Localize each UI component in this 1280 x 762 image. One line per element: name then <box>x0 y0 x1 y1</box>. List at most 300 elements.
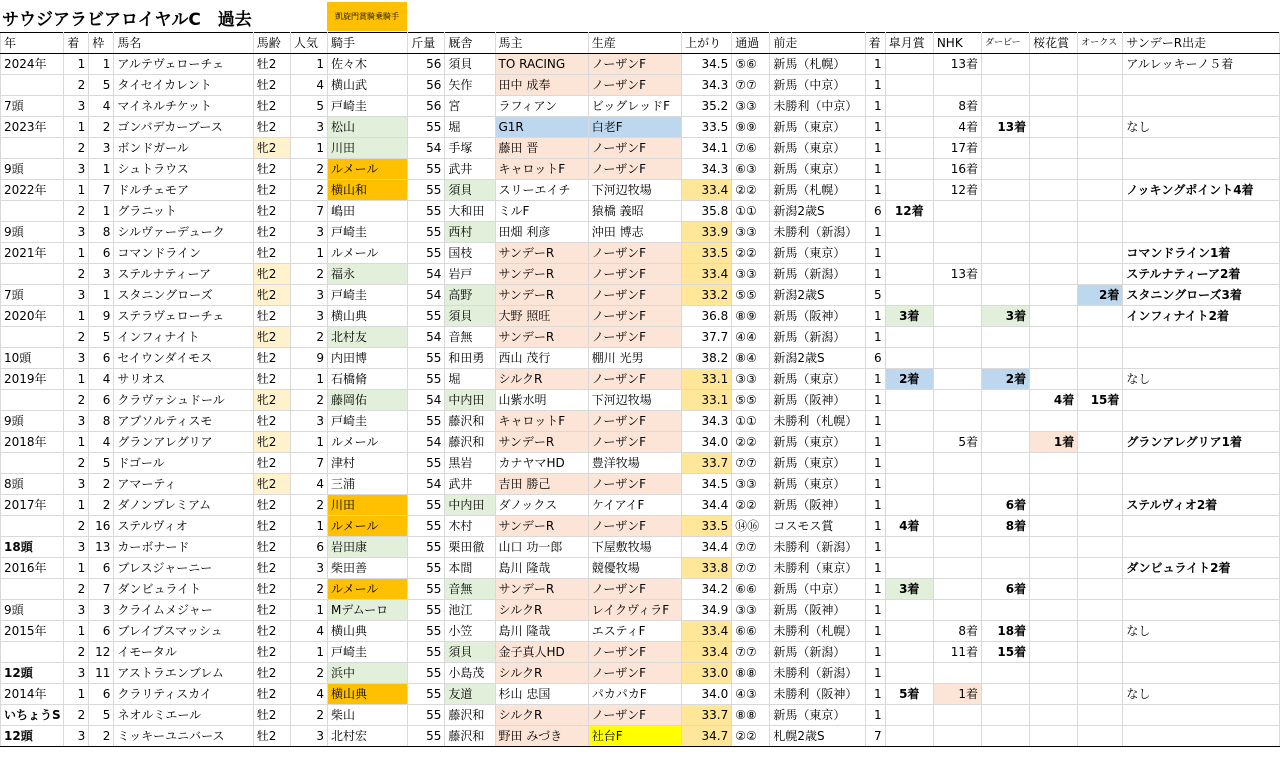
cell-breeder: ノーザンF <box>588 285 681 306</box>
cell-horse: アルテヴェローチェ <box>114 54 253 75</box>
cell-owner: 山紫水明 <box>495 390 588 411</box>
cell-waku: 5 <box>89 705 114 726</box>
cell-nhk <box>933 411 981 432</box>
table-row <box>1 453 1280 474</box>
cell-nhk <box>933 348 981 369</box>
cell-agari: 34.0 <box>682 432 732 453</box>
cell-pop: 1 <box>290 369 327 390</box>
cell-pass: ①① <box>732 201 770 222</box>
cell-stable: 須貝 <box>445 642 495 663</box>
cell-pass: ②② <box>732 495 770 516</box>
table-row <box>1 201 1280 222</box>
cell-age: 牡2 <box>253 222 290 243</box>
cell-owner: シルクR <box>495 663 588 684</box>
cell-jockey: 嶋田 <box>327 201 407 222</box>
header-agari: 上がり <box>682 33 732 54</box>
cell-sunday <box>1123 75 1280 96</box>
cell-prevpos: 1 <box>865 663 885 684</box>
cell-year: 18頭 <box>1 537 64 558</box>
cell-kin: 56 <box>408 96 445 117</box>
cell-jockey: 戸崎圭 <box>327 411 407 432</box>
cell-prev: 新馬（阪神） <box>770 306 865 327</box>
cell-sunday <box>1123 348 1280 369</box>
cell-satsuki <box>885 621 933 642</box>
cell-kin: 56 <box>408 75 445 96</box>
cell-horse: ステラヴェローチェ <box>114 306 253 327</box>
cell-kin: 55 <box>408 306 445 327</box>
cell-breeder: 下屋敷牧場 <box>588 537 681 558</box>
cell-prevpos: 1 <box>865 474 885 495</box>
header-age: 馬齢 <box>253 33 290 54</box>
cell-agari: 37.7 <box>682 327 732 348</box>
cell-year: 2016年 <box>1 558 64 579</box>
cell-stable: 高野 <box>445 285 495 306</box>
cell-agari: 34.4 <box>682 495 732 516</box>
cell-sunday <box>1123 390 1280 411</box>
cell-agari: 33.7 <box>682 453 732 474</box>
cell-pass: ⑤⑤ <box>732 390 770 411</box>
cell-agari: 33.8 <box>682 558 732 579</box>
cell-oka <box>1030 222 1078 243</box>
cell-prevpos: 1 <box>865 390 885 411</box>
cell-sunday: コマンドライン1着 <box>1123 243 1280 264</box>
cell-derby <box>981 453 1029 474</box>
cell-horse: イモータル <box>114 642 253 663</box>
cell-jockey: 浜中 <box>327 663 407 684</box>
cell-owner: スリーエイチ <box>495 180 588 201</box>
cell-nhk <box>933 495 981 516</box>
cell-waku: 5 <box>89 75 114 96</box>
cell-agari: 34.9 <box>682 600 732 621</box>
cell-jockey: 佐々木 <box>327 54 407 75</box>
cell-age: 牡2 <box>253 306 290 327</box>
cell-agari: 34.1 <box>682 138 732 159</box>
cell-breeder: ノーザンF <box>588 663 681 684</box>
table-row <box>1 558 1280 579</box>
cell-nhk: 1着 <box>933 684 981 705</box>
cell-sunday: インフィナイト2着 <box>1123 306 1280 327</box>
cell-stable: 藤沢和 <box>445 705 495 726</box>
cell-derby <box>981 180 1029 201</box>
cell-stable: 須貝 <box>445 180 495 201</box>
cell-oka <box>1030 516 1078 537</box>
cell-age: 牝2 <box>253 285 290 306</box>
cell-waku: 5 <box>89 327 114 348</box>
cell-oaks <box>1078 138 1123 159</box>
legend-arc-jockey: 凱旋門賞騎乗騎手 <box>327 2 407 31</box>
cell-pass: ②② <box>732 180 770 201</box>
cell-pos: 1 <box>64 684 89 705</box>
cell-agari: 34.0 <box>682 684 732 705</box>
cell-stable: 須貝 <box>445 306 495 327</box>
cell-prevpos: 6 <box>865 201 885 222</box>
cell-jockey: ルメール <box>327 432 407 453</box>
cell-pop: 7 <box>290 453 327 474</box>
cell-owner: 西山 茂行 <box>495 348 588 369</box>
cell-stable: 和田勇 <box>445 348 495 369</box>
cell-waku: 6 <box>89 621 114 642</box>
cell-oka <box>1030 411 1078 432</box>
cell-breeder: ノーザンF <box>588 159 681 180</box>
cell-kin: 54 <box>408 285 445 306</box>
cell-derby <box>981 558 1029 579</box>
cell-stable: 藤沢和 <box>445 726 495 747</box>
cell-horse: ゴンバデカーブース <box>114 117 253 138</box>
cell-pos: 3 <box>64 348 89 369</box>
cell-nhk: 4着 <box>933 117 981 138</box>
cell-nhk: 16着 <box>933 159 981 180</box>
cell-pos: 2 <box>64 579 89 600</box>
cell-nhk <box>933 726 981 747</box>
cell-age: 牡2 <box>253 600 290 621</box>
cell-pos: 2 <box>64 327 89 348</box>
cell-pass: ③③ <box>732 474 770 495</box>
cell-jockey: 戸崎圭 <box>327 285 407 306</box>
cell-agari: 34.2 <box>682 579 732 600</box>
cell-kin: 55 <box>408 705 445 726</box>
cell-prev: 新馬（新潟） <box>770 327 865 348</box>
cell-prevpos: 1 <box>865 327 885 348</box>
cell-prev: 札幌2歳S <box>770 726 865 747</box>
cell-pop: 1 <box>290 600 327 621</box>
cell-stable: 宮 <box>445 96 495 117</box>
cell-satsuki <box>885 138 933 159</box>
cell-breeder: ノーザンF <box>588 411 681 432</box>
cell-stable: 大和田 <box>445 201 495 222</box>
cell-pop: 4 <box>290 621 327 642</box>
cell-agari: 33.2 <box>682 285 732 306</box>
cell-oaks <box>1078 306 1123 327</box>
cell-pass: ⑤⑤ <box>732 285 770 306</box>
table-row <box>1 348 1280 369</box>
cell-pop: 3 <box>290 117 327 138</box>
cell-year: 2023年 <box>1 117 64 138</box>
cell-prev: コスモス賞 <box>770 516 865 537</box>
cell-stable: 小笠 <box>445 621 495 642</box>
cell-satsuki <box>885 180 933 201</box>
cell-age: 牡2 <box>253 684 290 705</box>
cell-age: 牡2 <box>253 159 290 180</box>
cell-derby: 6着 <box>981 579 1029 600</box>
cell-stable: 西村 <box>445 222 495 243</box>
cell-breeder: ノーザンF <box>588 474 681 495</box>
cell-horse: アストラエンブレム <box>114 663 253 684</box>
cell-owner: サンデーR <box>495 579 588 600</box>
cell-stable: 木村 <box>445 516 495 537</box>
cell-oaks <box>1078 369 1123 390</box>
cell-jockey: 北村宏 <box>327 726 407 747</box>
cell-waku: 12 <box>89 642 114 663</box>
cell-kin: 54 <box>408 390 445 411</box>
cell-satsuki: 3着 <box>885 306 933 327</box>
cell-satsuki: 5着 <box>885 684 933 705</box>
cell-pos: 3 <box>64 663 89 684</box>
cell-pop: 2 <box>290 390 327 411</box>
cell-prev: 未勝利（新潟） <box>770 537 865 558</box>
cell-pop: 2 <box>290 327 327 348</box>
cell-oaks: 15着 <box>1078 390 1123 411</box>
cell-year: 9頭 <box>1 159 64 180</box>
table-row <box>1 642 1280 663</box>
cell-prev: 新馬（東京） <box>770 243 865 264</box>
cell-satsuki: 2着 <box>885 369 933 390</box>
cell-age: 牡2 <box>253 180 290 201</box>
cell-agari: 33.4 <box>682 264 732 285</box>
cell-pop: 2 <box>290 579 327 600</box>
cell-pop: 4 <box>290 75 327 96</box>
cell-kin: 55 <box>408 117 445 138</box>
cell-prevpos: 1 <box>865 222 885 243</box>
cell-jockey: 戸崎圭 <box>327 642 407 663</box>
cell-owner: シルクR <box>495 600 588 621</box>
cell-jockey: 戸崎圭 <box>327 96 407 117</box>
cell-derby <box>981 726 1029 747</box>
cell-satsuki: 4着 <box>885 516 933 537</box>
cell-pop: 9 <box>290 348 327 369</box>
cell-satsuki <box>885 75 933 96</box>
cell-horse: ドルチェモア <box>114 180 253 201</box>
cell-sunday <box>1123 516 1280 537</box>
cell-oka <box>1030 621 1078 642</box>
cell-pop: 1 <box>290 432 327 453</box>
cell-oaks <box>1078 117 1123 138</box>
cell-pass: ⑦⑦ <box>732 537 770 558</box>
cell-horse: ボンドガール <box>114 138 253 159</box>
cell-oka <box>1030 75 1078 96</box>
cell-agari: 34.3 <box>682 159 732 180</box>
cell-kin: 54 <box>408 138 445 159</box>
cell-pos: 1 <box>64 621 89 642</box>
cell-oka <box>1030 138 1078 159</box>
cell-nhk <box>933 306 981 327</box>
cell-jockey: 横山武 <box>327 75 407 96</box>
cell-sunday <box>1123 201 1280 222</box>
cell-oaks <box>1078 180 1123 201</box>
cell-kin: 55 <box>408 558 445 579</box>
cell-agari: 33.5 <box>682 243 732 264</box>
table-row <box>1 285 1280 306</box>
cell-pos: 1 <box>64 495 89 516</box>
header-satsuki: 皐月賞 <box>885 33 933 54</box>
cell-sunday: グランアレグリア1着 <box>1123 432 1280 453</box>
cell-sunday <box>1123 537 1280 558</box>
cell-breeder: ノーザンF <box>588 75 681 96</box>
cell-horse: カーボナード <box>114 537 253 558</box>
cell-kin: 55 <box>408 516 445 537</box>
cell-year: 9頭 <box>1 600 64 621</box>
cell-waku: 7 <box>89 180 114 201</box>
cell-horse: クラリティスカイ <box>114 684 253 705</box>
cell-waku: 13 <box>89 537 114 558</box>
cell-satsuki <box>885 495 933 516</box>
cell-waku: 1 <box>89 159 114 180</box>
cell-pass: ⑥⑥ <box>732 579 770 600</box>
cell-nhk <box>933 369 981 390</box>
cell-year: 2015年 <box>1 621 64 642</box>
cell-owner: 大野 照旺 <box>495 306 588 327</box>
cell-prev: 新馬（阪神） <box>770 600 865 621</box>
cell-pop: 1 <box>290 54 327 75</box>
cell-waku: 6 <box>89 684 114 705</box>
cell-prev: 新馬（東京） <box>770 474 865 495</box>
cell-oka: 1着 <box>1030 432 1078 453</box>
cell-derby <box>981 537 1029 558</box>
cell-derby <box>981 390 1029 411</box>
cell-jockey: ルメール <box>327 579 407 600</box>
cell-agari: 33.1 <box>682 369 732 390</box>
cell-prev: 新潟2歳S <box>770 201 865 222</box>
cell-oka <box>1030 453 1078 474</box>
cell-oaks <box>1078 621 1123 642</box>
cell-year: 12頭 <box>1 663 64 684</box>
cell-agari: 33.7 <box>682 705 732 726</box>
cell-jockey: 横山典 <box>327 306 407 327</box>
cell-pop: 1 <box>290 138 327 159</box>
cell-sunday: アルレッキーノ５着 <box>1123 54 1280 75</box>
cell-pos: 3 <box>64 159 89 180</box>
cell-prevpos: 1 <box>865 600 885 621</box>
cell-prev: 新馬（札幌） <box>770 180 865 201</box>
cell-pop: 3 <box>290 285 327 306</box>
cell-prevpos: 1 <box>865 369 885 390</box>
cell-breeder: 沖田 博志 <box>588 222 681 243</box>
cell-prevpos: 1 <box>865 306 885 327</box>
cell-kin: 55 <box>408 348 445 369</box>
cell-satsuki <box>885 222 933 243</box>
cell-satsuki <box>885 348 933 369</box>
cell-jockey: 横山典 <box>327 621 407 642</box>
cell-year: 2020年 <box>1 306 64 327</box>
cell-jockey: 横山典 <box>327 684 407 705</box>
cell-owner: キャロットF <box>495 411 588 432</box>
cell-breeder: ノーザンF <box>588 327 681 348</box>
cell-breeder: 棚川 光男 <box>588 348 681 369</box>
cell-horse: セイウンダイモス <box>114 348 253 369</box>
cell-horse: シルヴァーデューク <box>114 222 253 243</box>
cell-pass: ⑧⑧ <box>732 663 770 684</box>
cell-agari: 33.9 <box>682 222 732 243</box>
cell-kin: 55 <box>408 369 445 390</box>
cell-breeder: ノーザンF <box>588 705 681 726</box>
cell-horse: ネオルミエール <box>114 705 253 726</box>
cell-jockey: 津村 <box>327 453 407 474</box>
cell-oaks <box>1078 726 1123 747</box>
cell-waku: 2 <box>89 495 114 516</box>
cell-age: 牝2 <box>253 138 290 159</box>
cell-prev: 新潟2歳S <box>770 285 865 306</box>
cell-satsuki <box>885 726 933 747</box>
cell-prevpos: 7 <box>865 726 885 747</box>
cell-satsuki <box>885 537 933 558</box>
cell-derby <box>981 327 1029 348</box>
cell-owner: ミルF <box>495 201 588 222</box>
cell-kin: 55 <box>408 159 445 180</box>
cell-pop: 3 <box>290 558 327 579</box>
cell-owner: 金子真人HD <box>495 642 588 663</box>
cell-oaks: 2着 <box>1078 285 1123 306</box>
cell-nhk <box>933 201 981 222</box>
cell-age: 牡2 <box>253 369 290 390</box>
cell-waku: 11 <box>89 663 114 684</box>
cell-oka <box>1030 285 1078 306</box>
cell-waku: 8 <box>89 411 114 432</box>
cell-waku: 3 <box>89 138 114 159</box>
table-row <box>1 726 1280 747</box>
cell-jockey: 石橋脩 <box>327 369 407 390</box>
cell-age: 牡2 <box>253 726 290 747</box>
cell-pop: 4 <box>290 474 327 495</box>
cell-age: 牡2 <box>253 537 290 558</box>
table-row <box>1 75 1280 96</box>
cell-waku: 6 <box>89 558 114 579</box>
cell-pass: ⑧⑨ <box>732 306 770 327</box>
cell-prevpos: 1 <box>865 537 885 558</box>
cell-oka <box>1030 495 1078 516</box>
cell-pop: 2 <box>290 705 327 726</box>
cell-prev: 新馬（東京） <box>770 138 865 159</box>
cell-age: 牝2 <box>253 327 290 348</box>
cell-waku: 4 <box>89 96 114 117</box>
cell-age: 牡2 <box>253 117 290 138</box>
cell-satsuki <box>885 411 933 432</box>
cell-age: 牝2 <box>253 390 290 411</box>
cell-year <box>1 264 64 285</box>
cell-pos: 2 <box>64 138 89 159</box>
cell-pass: ②② <box>732 243 770 264</box>
cell-owner: ラフィアン <box>495 96 588 117</box>
cell-age: 牡2 <box>253 663 290 684</box>
cell-oaks <box>1078 705 1123 726</box>
table-row <box>1 495 1280 516</box>
cell-owner: 田畑 利彦 <box>495 222 588 243</box>
cell-age: 牡2 <box>253 495 290 516</box>
cell-horse: ステルヴィオ <box>114 516 253 537</box>
cell-horse: ダノンプレミアム <box>114 495 253 516</box>
cell-oka <box>1030 327 1078 348</box>
cell-waku: 6 <box>89 390 114 411</box>
cell-breeder: 豊洋牧場 <box>588 453 681 474</box>
cell-horse: クライムメジャー <box>114 600 253 621</box>
cell-nhk: 8着 <box>933 621 981 642</box>
cell-age: 牡2 <box>253 453 290 474</box>
cell-pop: 2 <box>290 159 327 180</box>
cell-kin: 56 <box>408 54 445 75</box>
cell-pos: 2 <box>64 453 89 474</box>
table-row <box>1 621 1280 642</box>
cell-pos: 1 <box>64 180 89 201</box>
cell-horse: スタニングローズ <box>114 285 253 306</box>
cell-pos: 2 <box>64 642 89 663</box>
cell-waku: 1 <box>89 201 114 222</box>
cell-waku: 9 <box>89 306 114 327</box>
cell-satsuki <box>885 558 933 579</box>
header-prevpos: 着 <box>865 33 885 54</box>
cell-pos: 3 <box>64 285 89 306</box>
cell-satsuki <box>885 600 933 621</box>
cell-derby <box>981 432 1029 453</box>
cell-prev: 未勝利（東京） <box>770 558 865 579</box>
cell-agari: 33.4 <box>682 621 732 642</box>
cell-oka <box>1030 54 1078 75</box>
cell-pass: ④④ <box>732 327 770 348</box>
cell-age: 牝2 <box>253 432 290 453</box>
cell-derby <box>981 705 1029 726</box>
cell-breeder: ノーザンF <box>588 642 681 663</box>
cell-waku: 2 <box>89 726 114 747</box>
cell-jockey: 松山 <box>327 117 407 138</box>
cell-owner: 田中 成奉 <box>495 75 588 96</box>
cell-prev: 新馬（東京） <box>770 453 865 474</box>
